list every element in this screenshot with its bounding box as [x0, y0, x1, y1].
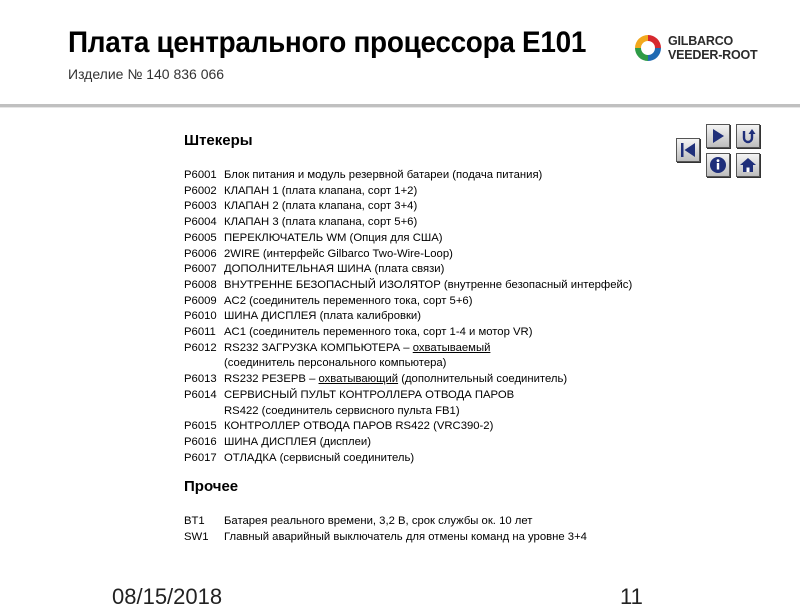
connector-row: [184, 451, 754, 467]
connector-row: [184, 435, 754, 451]
connector-code: P6004: [184, 216, 217, 229]
connector-description: ШИНА ДИСПЛЕЯ (плата калибровки): [224, 310, 422, 323]
connector-description: ОТЛАДКА (сервисный соединитель): [224, 451, 415, 464]
connector-description-text: RS232 ЗАГРУЗКА КОМПЬЮТЕРА –: [224, 341, 413, 354]
connector-row: [184, 247, 754, 263]
connector-gender-term: охватываемый: [412, 341, 491, 354]
footer-date: 08/15/2018: [112, 584, 223, 609]
connector-description-continuation: (соединитель персонального компьютера): [224, 357, 447, 370]
connector-description: КЛАПАН 3 (плата клапана, сорт 5+6): [224, 216, 418, 229]
connector-description: КЛАПАН 1 (плата клапана, сорт 1+2): [224, 184, 418, 197]
connector-row: [184, 325, 754, 341]
connector-code: P6006: [184, 247, 217, 260]
connector-row-p6013: [184, 372, 754, 388]
other-list: [184, 514, 754, 545]
connector-row: [184, 168, 754, 184]
connector-row: [184, 215, 754, 231]
connector-code: P6005: [184, 231, 217, 244]
component-description: Главный аварийный выключатель для отмены команд на уровне 3+4: [224, 531, 587, 544]
connector-row-p6012: [184, 341, 754, 357]
connectors-list: [184, 168, 754, 466]
logo-line-2: VEEDER-ROOT: [668, 48, 758, 62]
connector-code: P6002: [184, 184, 217, 197]
other-heading: Прочее: [184, 478, 239, 496]
connector-row-p6014: [184, 388, 754, 404]
other-row: [184, 530, 754, 546]
connector-description: AC2 (соединитель переменного тока, сорт 5+6): [224, 294, 473, 307]
connector-description: [224, 372, 754, 388]
connector-code: P6007: [184, 263, 217, 276]
connector-code: P6016: [184, 435, 217, 448]
connector-code: P6010: [184, 310, 217, 323]
connector-description: 2WIRE (интерфейс Gilbarco Two-Wire-Loop): [224, 247, 453, 260]
connector-code: P6008: [184, 278, 217, 291]
connector-description-suffix: (дополнительный соединитель): [398, 373, 568, 386]
connector-code: P6011: [184, 326, 216, 339]
connector-row: [184, 294, 754, 310]
connector-row: [184, 278, 754, 294]
connector-code: P6001: [184, 169, 217, 181]
connectors-heading: Штекеры: [184, 132, 253, 149]
connector-code: P6014: [184, 388, 217, 401]
page-number: 11: [620, 584, 643, 609]
connector-row: [184, 199, 754, 215]
connector-code: P6013: [184, 373, 217, 386]
connector-description: [224, 341, 754, 357]
connector-description: ПЕРЕКЛЮЧАТЕЛЬ WM (Опция для США): [224, 231, 443, 244]
connector-description-continuation: RS422 (соединитель сервисного пульта FB1): [224, 404, 460, 417]
component-description: Батарея реального времени, 3,2 В, срок службы ок. 10 лет: [224, 515, 533, 528]
connector-description: ДОПОЛНИТЕЛЬНАЯ ШИНА (плата связи): [224, 263, 445, 276]
page-subtitle: Изделие № 140 836 066: [68, 66, 225, 82]
company-logo: [632, 32, 762, 66]
connector-row: [184, 184, 754, 200]
connector-description: Блок питания и модуль резервной батареи (подача питания): [224, 169, 543, 181]
connector-description: ВНУТРЕННЕ БЕЗОПАСНЫЙ ИЗОЛЯТОР (внутренне безопасный интерфейс): [224, 278, 633, 291]
connector-row: [184, 419, 754, 435]
other-row: [184, 514, 754, 530]
connector-description: ШИНА ДИСПЛЕЯ (дисплеи): [224, 435, 371, 448]
page-title: Плата центрального процессора E101: [68, 26, 587, 59]
connector-code: P6009: [184, 294, 217, 307]
connector-code: P6012: [184, 341, 217, 354]
component-code: BT1: [184, 515, 205, 528]
connector-code: P6015: [184, 420, 217, 433]
logo-line-1: GILBARCO: [668, 34, 734, 48]
connector-code: P6017: [184, 451, 217, 464]
connector-description: КОНТРОЛЛЕР ОТВОДА ПАРОВ RS422 (VRC390-2): [224, 420, 494, 433]
connector-row: [184, 231, 754, 247]
connector-description: AC1 (соединитель переменного тока, сорт 1-4 и мотор VR): [224, 326, 533, 339]
connector-row: [184, 262, 754, 278]
gilbarco-emblem-icon: [632, 32, 664, 64]
connector-description-text: RS232 РЕЗЕРВ –: [224, 373, 319, 386]
connector-row: [184, 309, 754, 325]
component-code: SW1: [184, 531, 209, 544]
connector-description: СЕРВИСНЫЙ ПУЛЬТ КОНТРОЛЛЕРА ОТВОДА ПАРОВ: [224, 388, 515, 401]
logo-text: [668, 34, 757, 62]
slide-content: [184, 132, 754, 546]
connector-code: P6003: [184, 200, 217, 213]
connector-gender-term: охватывающий: [318, 373, 399, 386]
connector-description: КЛАПАН 2 (плата клапана, сорт 3+4): [224, 200, 418, 213]
header-divider-shadow: [0, 107, 800, 108]
